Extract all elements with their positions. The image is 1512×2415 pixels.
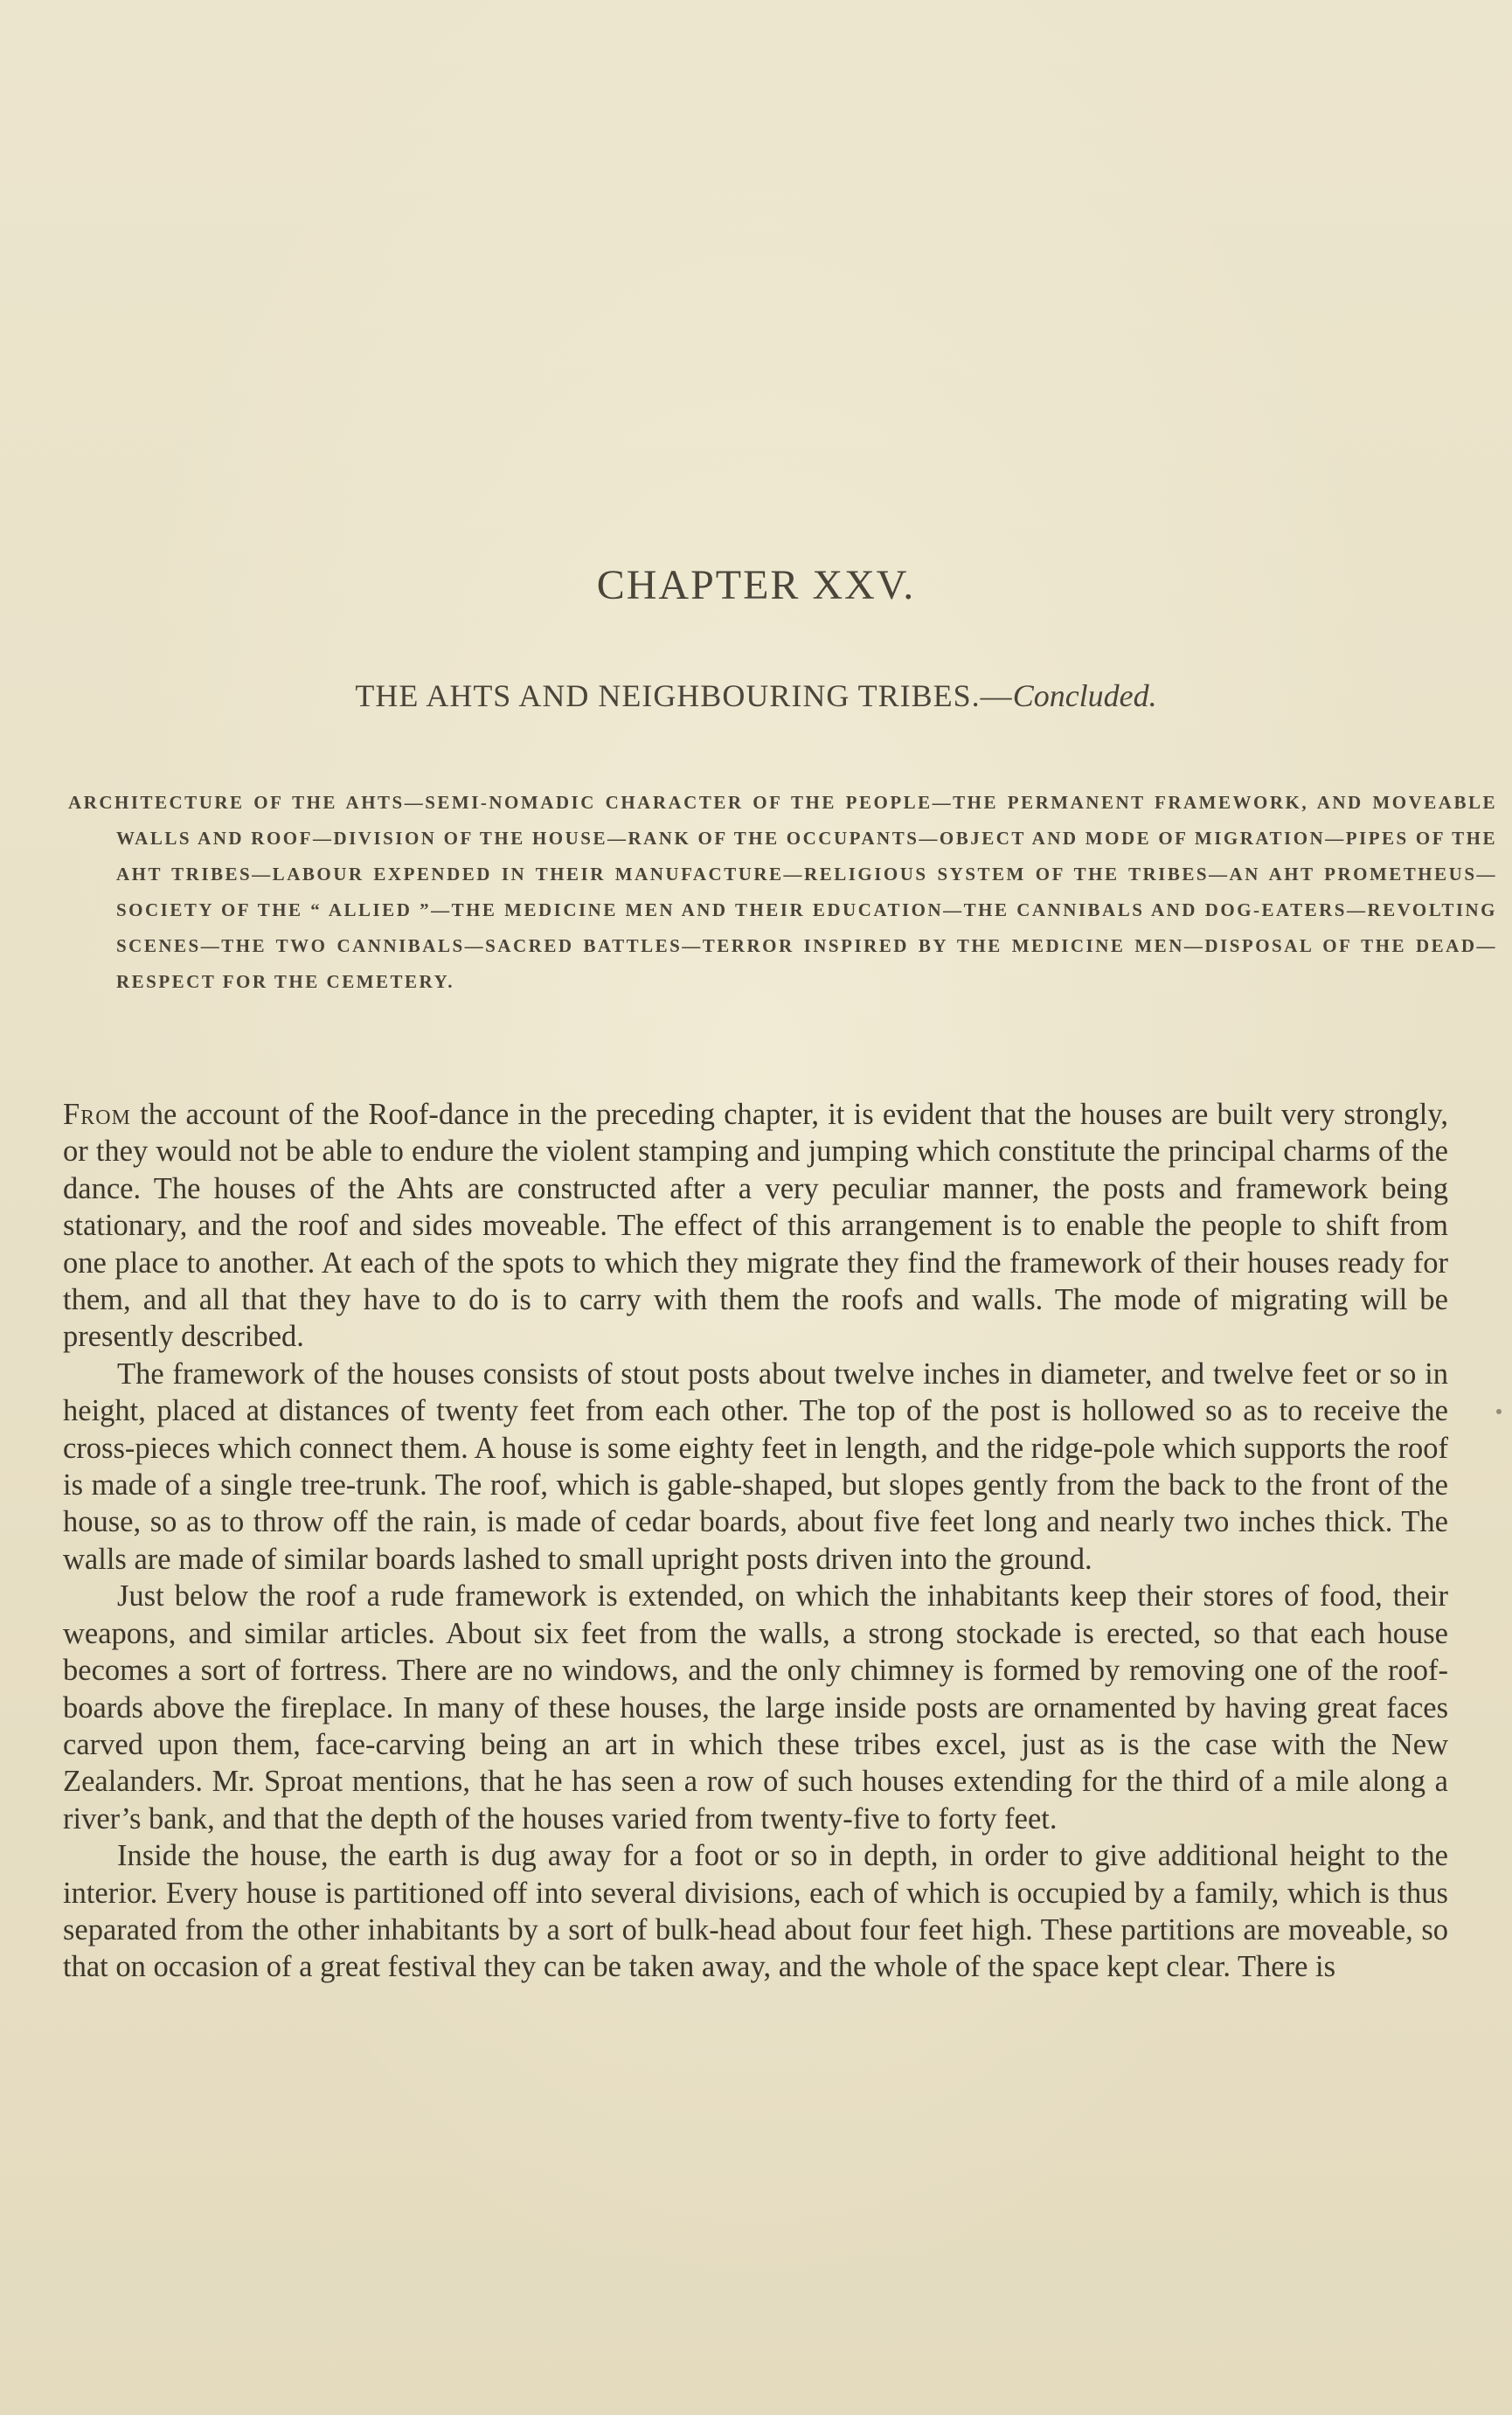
chapter-subtitle <box>0 677 1512 714</box>
chapter-subtitle-concluded: Concluded. <box>1012 678 1157 713</box>
chapter-title: CHAPTER XXV. <box>596 562 916 608</box>
paragraph-4: Inside the house, the earth is dug away for a foot or so in depth, in order to give additional height to the interior. Every house is partitioned off into several divisions, each of which is occupied by a family, which is thus separated from the other inhabitants by a sort of bulk-head about four feet high. These partitions are moveable, so that on occasion of a great festival they can be taken away, and the whole of the space kept clear. There is <box>63 1839 1448 1984</box>
paper-speck <box>1496 1409 1502 1414</box>
paragraph-1-first-word: From <box>63 1098 131 1131</box>
paragraph-1 <box>63 1096 1448 1356</box>
paragraph-3: Just below the roof a rude framework is extended, on which the inhabitants keep their stores of food, their weapons, and similar articles. About six feet from the walls, a strong stockade is erected, so that each house becomes a sort of fortress. There are no windows, and the only chimney is formed by removing one of the roof-boards above the fireplace. In many of these houses, the large inside posts are ornamented by having great faces carved upon them, face-carving being an art in which these tribes excel, just as is the case with the New Zealanders. Mr. Sproat mentions, that he has seen a row of such houses extending for the third of a mile along a river’s bank, and that the depth of the houses varied from twenty-five to forty feet. <box>63 1579 1448 1836</box>
paragraph-1-text: the account of the Roof-dance in the preceding chapter, it is evident that the houses are built very strongly, or they would not be able to endure the violent stamping and jumping which constitute the principal charms of the dance. The houses of the Ahts are constructed after a very peculiar manner, the posts and framework being stationary, and the roof and sides moveable. The effect of this arrangement is to enable the people to shift from one place to another. At each of the spots to which they migrate they find the framework of their houses ready for them, and all that they have to do is to carry with them the roofs and walls. The mode of migrating will be presently described. <box>63 1098 1448 1354</box>
paragraph-2: The framework of the houses consists of stout posts about twelve inches in diameter, and twelve feet or so in height, placed at distances of twenty feet from each other. The top of the post is hollowed so as to receive the cross-pieces which connect them. A house is some eighty feet in length, and the ridge-pole which supports the roof is made of a single tree-trunk. The roof, which is gable-shaped, but slopes gently from the back to the front of the house, so as to throw off the rain, is made of cedar boards, about five feet long and nearly two inches thick. The walls are made of similar boards lashed to small upright posts driven into the ground. <box>63 1357 1448 1576</box>
chapter-synopsis: ARCHITECTURE OF THE AHTS—SEMI-NOMADIC CHARACTER OF THE PEOPLE—THE PERMANENT FRAMEWORK, AND MOVEABLE WALLS AND ROOF—DIVISION OF THE HOUSE—RANK OF THE OCCUPANTS—OBJECT AND MODE OF MIGRATION—PIPES OF THE AHT TRIBES—LABOUR EXPENDED IN THEIR MANUFACTURE—RELIGIOUS SYSTEM OF THE TRIBES—AN AHT PROMETHEUS—SOCIETY OF THE “ ALLIED ”—THE MEDICINE MEN AND THEIR EDUCATION—THE CANNIBALS AND DOG-EATERS—REVOLTING SCENES—THE TWO CANNIBALS—SACRED BATTLES—TERROR INSPIRED BY THE MEDICINE MEN—DISPOSAL OF THE DEAD—RESPECT FOR THE CEMETERY. <box>68 792 1497 992</box>
chapter-subtitle-main: THE AHTS AND NEIGHBOURING TRIBES.— <box>355 678 1013 713</box>
body-text <box>63 1096 1448 1986</box>
